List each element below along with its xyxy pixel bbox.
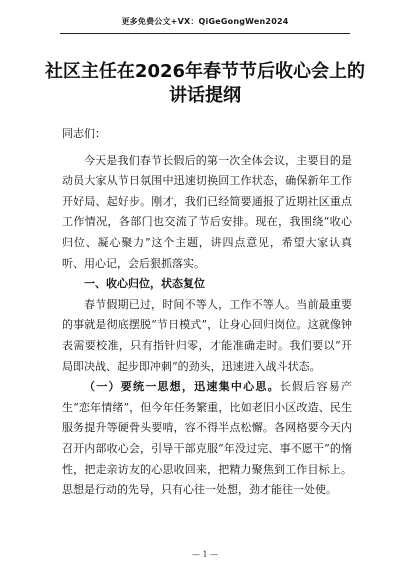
document-title: 社区主任在2026年春节节后收心会上的讲话提纲 xyxy=(44,61,366,106)
page-number: — 1 — xyxy=(191,550,219,559)
intro-paragraph: 今天是我们春节长假后的第一次全体会议，主要目的是动员大家从节日氛围中迅速切换回工作状态，确保新年工作开好局、起好步。刚才，我们已经简要通报了近期社区重点工作情况，各部门也交流了节后安排。现在，我围绕“收心归位、凝心聚力”这个主题，讲四点意见，希望大家认真听、用心记，会后狠抓落实。 xyxy=(62,153,352,270)
salutation: 同志们： xyxy=(62,127,106,140)
subsection-heading-1: （一）要统一思想，迅速集中心思。 xyxy=(84,380,280,394)
subsection-1-text: 长假后容易产生“恋年情绪”，但今年任务繁重，比如老旧小区改造、民生服务提升等硬骨头要啃，容不得半点松懈。各网格要今天内召开内部收心会，引导干部克服“年没过完、事不愿干”的惰性，把走亲访友的心思收回来，把精力聚焦到工作目标上。思想是行动的先导，只有心往一处想，劲才能往一处使。 xyxy=(62,380,353,497)
section-heading-1: 一、收心归位，状态复位 xyxy=(84,277,205,291)
document-body xyxy=(62,124,352,501)
header-divider xyxy=(60,33,350,34)
subsection-1-paragraph xyxy=(62,377,352,501)
header-note: 更多免费公文+VX：QiGeGongWen2024 xyxy=(121,17,289,26)
section-1-paragraph: 春节假期已过，时间不等人，工作不等人。当前最重要的事就是彻底摆脱“节日模式”，让身心回归岗位。这就像钟表需要校准，只有指针归零，才能准确走时。我们要以“开局即决战、起步即冲刺”的劲头，迅速进入战斗状态。 xyxy=(62,297,352,373)
